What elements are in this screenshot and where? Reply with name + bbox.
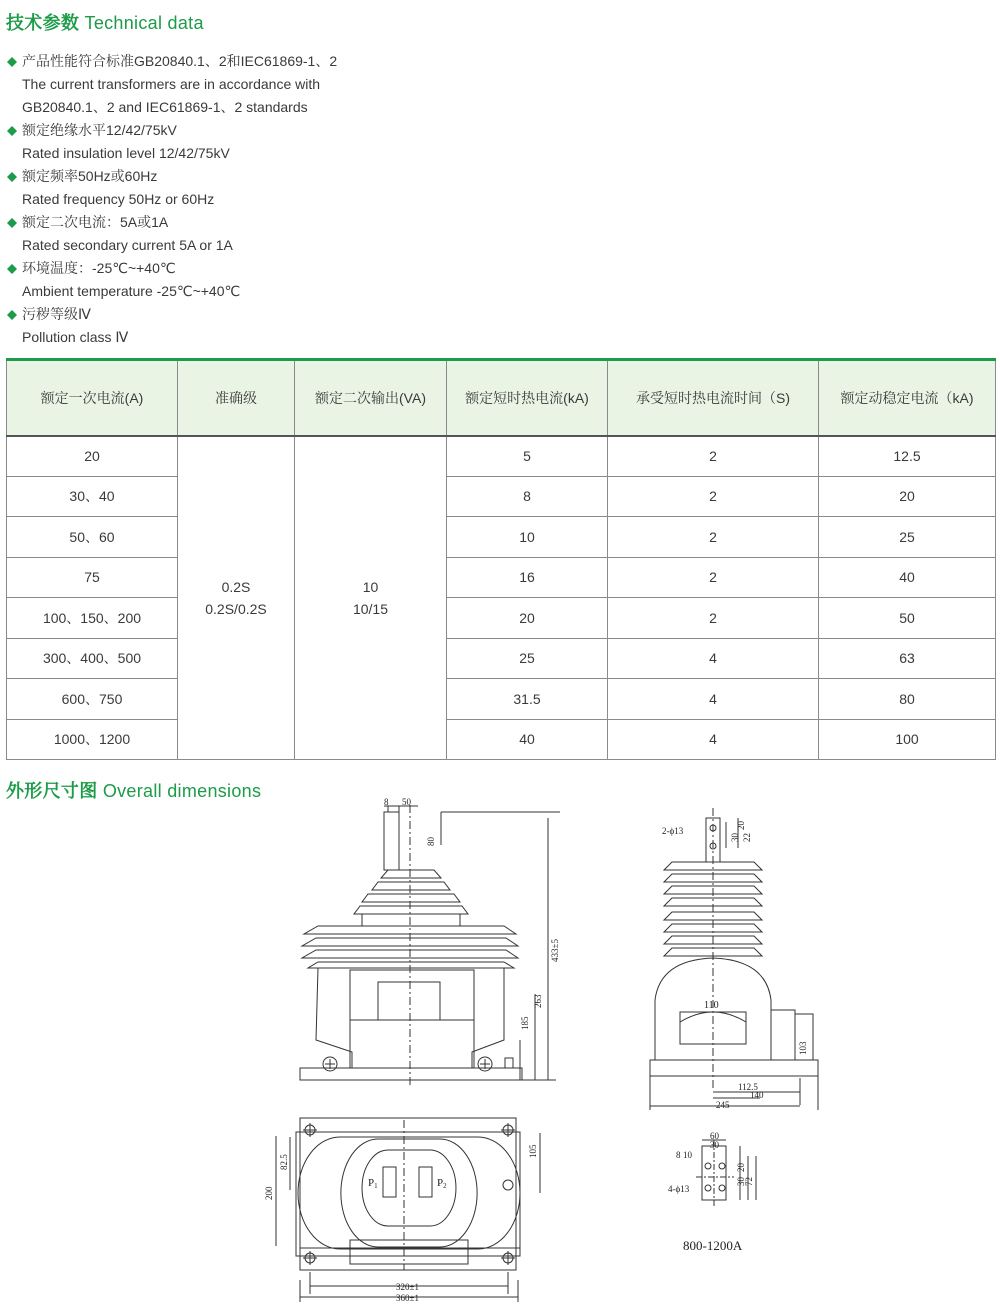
cell-time: 2 (608, 517, 819, 558)
plan-p2-label: P2 (437, 1177, 447, 1190)
table-row (7, 436, 996, 477)
table-row (7, 517, 996, 558)
technical-data-title-zh: 技术参数 (6, 13, 80, 33)
spec-zh: 产品性能符合标准GB20840.1、2和IEC61869-1、2 (22, 53, 338, 69)
dim-label: 245 (716, 1100, 730, 1110)
dim-label: 433±5 (550, 939, 560, 962)
spec-zh: 污秽等级Ⅳ (22, 306, 91, 322)
accuracy-value: 0.2S/0.2S (205, 600, 267, 617)
dim-label: 2-ϕ13 (662, 826, 684, 836)
spec-en: Rated secondary current 5A or 1A (22, 237, 233, 253)
cell-time: 4 (608, 719, 819, 760)
table-row (7, 719, 996, 760)
cell-thermal: 40 (447, 719, 608, 760)
cell-thermal: 20 (447, 598, 608, 639)
spec-en: Pollution class Ⅳ (22, 329, 129, 345)
cell-current: 1000、1200 (7, 719, 178, 760)
side-view-drawing (650, 808, 818, 1110)
dim-label: 72 (744, 1177, 754, 1186)
spec-en: The current transformers are in accordance with (22, 76, 321, 92)
diamond-bullet-icon (7, 310, 17, 320)
dim-label: 140 (750, 1090, 764, 1100)
table-row (7, 476, 996, 517)
ratings-table (6, 358, 996, 760)
cell-time: 2 (608, 436, 819, 477)
overall-dimensions-title-en: Overall dimensions (102, 781, 262, 801)
dim-label: 10 (683, 1150, 692, 1160)
header-dynamic-current: 额定动稳定电流（kA) (819, 360, 996, 436)
cell-thermal: 5 (447, 436, 608, 477)
output-value: 10/15 (352, 600, 389, 617)
dim-label: 8 (384, 797, 389, 807)
header-accuracy: 准确级 (178, 360, 295, 436)
front-view-drawing (300, 805, 560, 1085)
dim-label: 20 (736, 1163, 746, 1172)
diamond-bullet-icon (7, 264, 17, 274)
cell-time: 2 (608, 598, 819, 639)
dim-label: 60 (710, 1131, 719, 1141)
dim-label: 30 (730, 833, 740, 842)
table-row (7, 679, 996, 720)
dim-label: 185 (520, 1016, 530, 1030)
diamond-bullet-icon (7, 57, 17, 67)
header-thermal-time: 承受短时热电流时间（S) (608, 360, 819, 436)
cell-thermal: 25 (447, 638, 608, 679)
cell-current: 600、750 (7, 679, 178, 720)
cell-current: 50、60 (7, 517, 178, 558)
overall-dimensions-title-zh: 外形尺寸图 (6, 781, 98, 801)
cell-current: 300、400、500 (7, 638, 178, 679)
diamond-bullet-icon (7, 218, 17, 228)
spec-zh: 额定二次电流：5A或1A (22, 214, 169, 230)
dim-label: 110 (704, 1000, 719, 1011)
cell-dynamic: 12.5 (819, 436, 996, 477)
spec-zh: 额定绝缘水平12/42/75kV (22, 122, 177, 138)
cell-dynamic: 25 (819, 517, 996, 558)
spec-zh: 额定频率50Hz或60Hz (22, 168, 158, 184)
diamond-bullet-icon (7, 172, 17, 182)
cell-current: 75 (7, 557, 178, 598)
output-value: 10 (362, 578, 379, 595)
header-primary-current: 额定一次电流(A) (7, 360, 178, 436)
header-thermal-current: 额定短时热电流(kA) (447, 360, 608, 436)
spec-temperature (6, 257, 606, 303)
cell-current: 100、150、200 (7, 598, 178, 639)
dim-label: 320±1 (396, 1282, 419, 1292)
table-row (7, 598, 996, 639)
table-row (7, 638, 996, 679)
plan-p1-label: P1 (368, 1177, 378, 1190)
spec-insulation (6, 119, 606, 165)
technical-data-title (6, 9, 204, 35)
spec-list (6, 50, 606, 349)
cell-time: 4 (608, 679, 819, 720)
spec-standards (6, 50, 606, 119)
cell-dynamic: 50 (819, 598, 996, 639)
spec-en: Rated frequency 50Hz or 60Hz (22, 191, 215, 207)
dim-label: 263 (533, 994, 543, 1008)
spec-frequency (6, 165, 606, 211)
cell-thermal: 16 (447, 557, 608, 598)
cell-dynamic: 40 (819, 557, 996, 598)
dim-label: 103 (798, 1041, 808, 1055)
plan-mounting-holes (303, 1123, 515, 1265)
dim-label: 30 (710, 1140, 719, 1150)
terminal-detail-drawing (696, 1140, 756, 1206)
dim-label: 360±1 (396, 1293, 419, 1303)
dim-label: 105 (528, 1144, 538, 1158)
dim-label: 82.5 (279, 1154, 289, 1170)
header-secondary-output: 额定二次输出(VA) (295, 360, 447, 436)
cell-current: 20 (7, 436, 178, 477)
cell-dynamic: 63 (819, 638, 996, 679)
diamond-bullet-icon (7, 126, 17, 136)
dim-label: 4-ϕ13 (668, 1184, 690, 1194)
dim-label: 112.5 (738, 1082, 758, 1092)
cell-current: 30、40 (7, 476, 178, 517)
cell-thermal: 8 (447, 476, 608, 517)
dimension-drawings (0, 795, 1000, 1310)
table-header-row (7, 360, 996, 436)
cell-dynamic: 100 (819, 719, 996, 760)
cell-time: 2 (608, 557, 819, 598)
cell-dynamic: 80 (819, 679, 996, 720)
spec-en: Ambient temperature -25℃~+40℃ (22, 283, 241, 299)
dim-label: 50 (402, 797, 411, 807)
terminal-caption: 800-1200A (683, 1238, 743, 1253)
spec-zh: 环境温度：-25℃~+40℃ (22, 260, 176, 276)
spec-secondary-current (6, 211, 606, 257)
dim-label: 20 (736, 821, 746, 830)
dim-label: 8 (676, 1150, 681, 1160)
cell-dynamic: 20 (819, 476, 996, 517)
plan-view-drawing (276, 1118, 540, 1302)
accuracy-value: 0.2S (221, 578, 251, 595)
spec-en: GB20840.1、2 and IEC61869-1、2 standards (22, 99, 308, 115)
cell-thermal: 31.5 (447, 679, 608, 720)
technical-data-title-en: Technical data (84, 13, 204, 33)
dim-label: 22 (742, 833, 752, 842)
dim-label: 80 (426, 837, 436, 846)
spec-en: Rated insulation level 12/42/75kV (22, 145, 230, 161)
dim-label: 200 (264, 1186, 274, 1200)
dim-label: 30 (736, 1177, 746, 1186)
cell-time: 4 (608, 638, 819, 679)
cell-thermal: 10 (447, 517, 608, 558)
table-row (7, 557, 996, 598)
cell-output (295, 436, 447, 760)
spec-pollution (6, 303, 606, 349)
cell-accuracy (178, 436, 295, 760)
cell-time: 2 (608, 476, 819, 517)
